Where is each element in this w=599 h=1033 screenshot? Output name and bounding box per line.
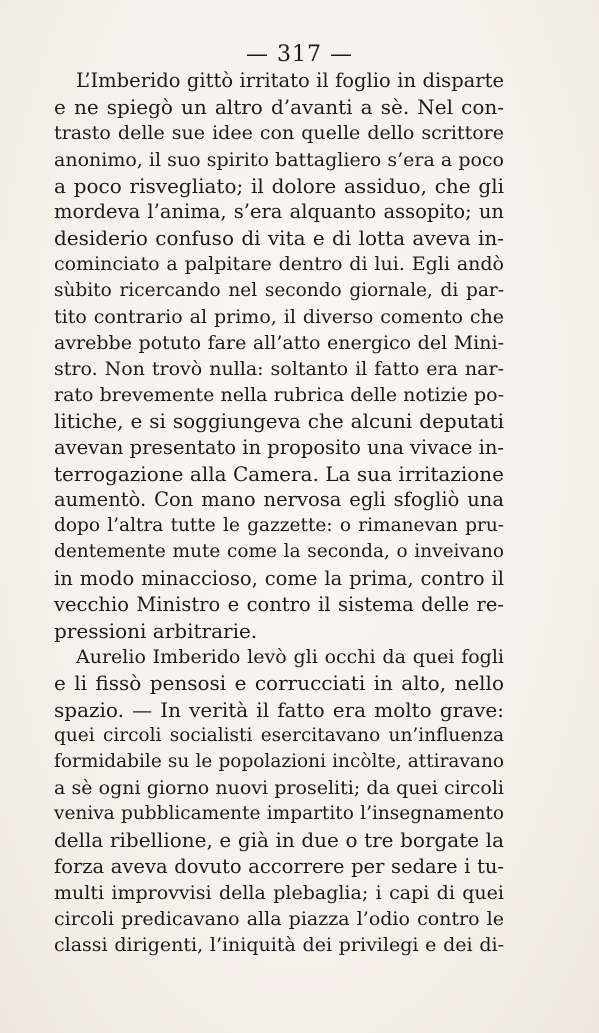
- text-line: litiche, e si soggiungeva che alcuni deputati: [54, 409, 504, 434]
- text-line: Aurelio Imberido levò gli occhi da quei fogli: [76, 646, 504, 669]
- text-line: forza aveva dovuto accorrere per sedare i tu-: [54, 854, 504, 878]
- text-line: quei circoli socialisti esercitavano un’influenza: [54, 724, 504, 746]
- text-line: aumentò. Con mano nervosa egli sfogliò una: [54, 488, 504, 511]
- text-line: formidabile su le popolazioni incòlte, attiravano: [54, 750, 504, 772]
- text-line: e ne spiegò un altro d’avanti a sè. Nel con-: [54, 95, 504, 120]
- text-line: classi dirigenti, l’iniquità dei privilegi e dei di-: [54, 934, 504, 957]
- text-line: a poco risvegliato; il dolore assiduo, che gli: [54, 173, 504, 198]
- text-line: L’Imberido gittò irritato il foglio in disparte: [76, 69, 504, 92]
- text-line: della ribellione, e già in due o tre borgate la: [54, 828, 504, 853]
- text-line: circoli predicavano alla piazza l’odio contro le: [54, 908, 504, 930]
- text-line: trasto delle sue idee con quelle dello scrittore: [54, 122, 504, 145]
- text-line: mordeva l’anima, s’era alquanto assopito; un: [54, 199, 504, 223]
- text-line: in modo minaccioso, come la prima, contro il: [54, 566, 504, 590]
- text-line: multi improvvisi della plebaglia; i capi di quei: [54, 881, 504, 904]
- text-line: stro. Non trovò nulla: soltanto il fatto era nar-: [54, 358, 504, 381]
- text-line: a sè ogni giorno nuovi proseliti; da quei circoli: [54, 777, 504, 800]
- text-line: rato brevemente nella rubrica delle notizie po-: [54, 384, 504, 407]
- text-line: anonimo, il suo spirito battagliero s’era a poco: [54, 148, 504, 171]
- text-line: tito contrario al primo, il diverso comento che: [54, 305, 504, 328]
- text-line: veniva pubblicamente impartito l’insegnamento: [54, 803, 504, 825]
- text-line: dopo l’altra tutte le gazzette: o rimanevan pru-: [54, 515, 504, 537]
- text-line: avrebbe potuto fare all’atto energico del Mini-: [54, 331, 504, 354]
- page-number: — 317 —: [246, 42, 353, 67]
- text-line: desiderio confuso di vita e di lotta aveva in-: [54, 226, 504, 251]
- text-line: e li fissò pensosi e corrucciati in alto, nello: [54, 671, 504, 696]
- text-line: terrogazione alla Camera. La sua irritazione: [54, 461, 504, 486]
- text-line: dentemente mute come la seconda, o inveivano: [54, 541, 504, 563]
- text-line: pressioni arbitrarie.: [54, 618, 258, 643]
- text-line: vecchio Ministro e contro il sistema delle re-: [54, 592, 504, 616]
- text-line: sùbito ricercando nel secondo giornale, di par-: [54, 279, 504, 301]
- body-text: [54, 68, 504, 958]
- text-line: cominciato a palpitare dentro di lui. Egli andò: [54, 253, 504, 276]
- text-line: avevan presentato in proposito una vivace in-: [54, 435, 504, 459]
- text-line: spazio. — In verità il fatto era molto grave:: [54, 697, 504, 722]
